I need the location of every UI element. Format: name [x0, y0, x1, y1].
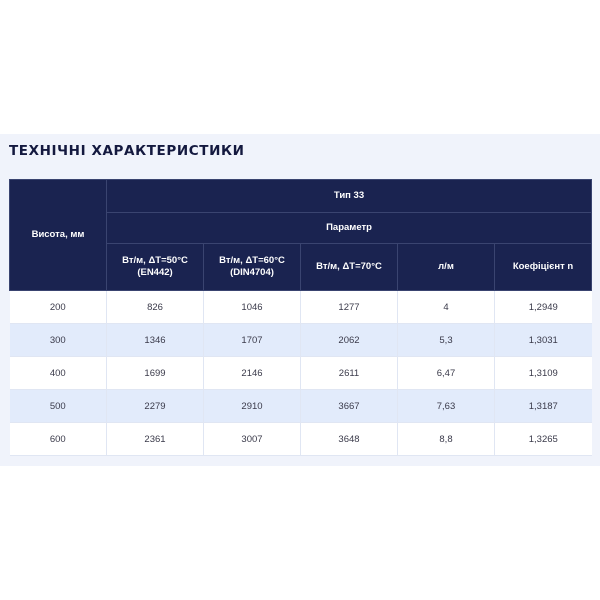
- cell-height: 400: [10, 357, 107, 390]
- table-body: [10, 291, 592, 456]
- cell-volume: 4: [398, 291, 495, 324]
- table-header: [10, 180, 592, 291]
- column-header-power-50: Вт/м, ΔT=50°C (EN442): [107, 244, 204, 291]
- cell-coefficient: 1,2949: [495, 291, 592, 324]
- column-header-coefficient: Коефіцієнт n: [495, 244, 592, 291]
- cell-power-50: 2361: [107, 423, 204, 456]
- specifications-table: [9, 179, 592, 456]
- cell-coefficient: 1,3031: [495, 324, 592, 357]
- cell-power-50: 2279: [107, 390, 204, 423]
- cell-power-70: 1277: [301, 291, 398, 324]
- cell-power-50: 1699: [107, 357, 204, 390]
- column-header-height: Висота, мм: [10, 180, 107, 291]
- column-header-type: Тип 33: [107, 180, 592, 213]
- cell-coefficient: 1,3265: [495, 423, 592, 456]
- cell-power-50: 1346: [107, 324, 204, 357]
- cell-volume: 8,8: [398, 423, 495, 456]
- cell-height: 200: [10, 291, 107, 324]
- cell-volume: 7,63: [398, 390, 495, 423]
- table-row: [10, 324, 592, 357]
- column-header-volume: л/м: [398, 244, 495, 291]
- cell-coefficient: 1,3109: [495, 357, 592, 390]
- cell-power-70: 3667: [301, 390, 398, 423]
- page-title: ТЕХНІЧНІ ХАРАКТЕРИСТИКИ: [9, 143, 245, 159]
- table-row: [10, 390, 592, 423]
- cell-power-60: 1707: [204, 324, 301, 357]
- cell-coefficient: 1,3187: [495, 390, 592, 423]
- table-row: [10, 357, 592, 390]
- cell-power-60: 2910: [204, 390, 301, 423]
- cell-height: 600: [10, 423, 107, 456]
- cell-power-60: 3007: [204, 423, 301, 456]
- column-header-power-70: Вт/м, ΔT=70°C: [301, 244, 398, 291]
- cell-height: 500: [10, 390, 107, 423]
- table-row: [10, 423, 592, 456]
- cell-volume: 6,47: [398, 357, 495, 390]
- column-header-power-60: Вт/м, ΔT=60°C (DIN4704): [204, 244, 301, 291]
- column-header-parameter: Параметр: [107, 213, 592, 244]
- cell-power-70: 3648: [301, 423, 398, 456]
- cell-height: 300: [10, 324, 107, 357]
- cell-power-50: 826: [107, 291, 204, 324]
- cell-power-60: 1046: [204, 291, 301, 324]
- cell-power-60: 2146: [204, 357, 301, 390]
- cell-power-70: 2611: [301, 357, 398, 390]
- table-row: [10, 291, 592, 324]
- cell-power-70: 2062: [301, 324, 398, 357]
- cell-volume: 5,3: [398, 324, 495, 357]
